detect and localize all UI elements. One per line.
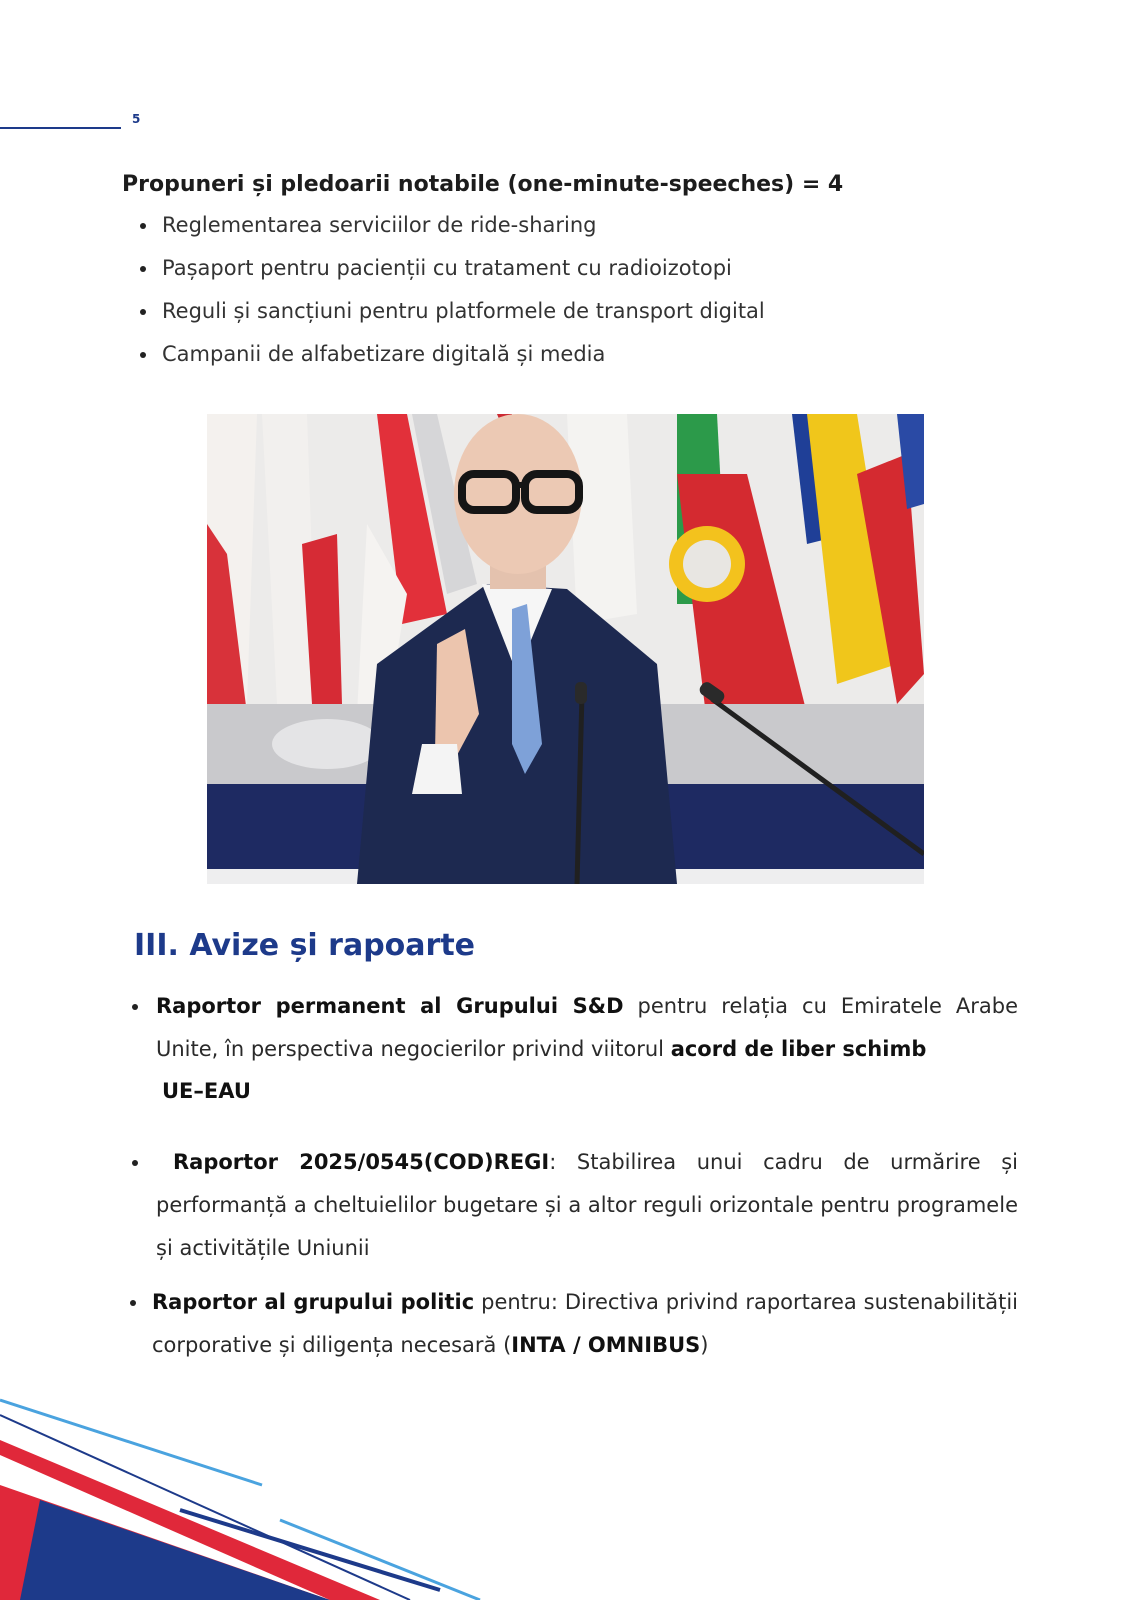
report-item-3-close: )	[700, 1333, 709, 1357]
report-item-3-committee: INTA / OMNIBUS	[511, 1333, 701, 1357]
list-item: Pașaport pentru pacienții cu tratament cu radioizotopi	[136, 253, 765, 296]
report-item-1-agreement: acord de liber schimb	[670, 1037, 927, 1061]
report-item-1-scope: UE–EAU	[162, 1079, 251, 1103]
report-item-1-role: Raportor permanent al Grupului S&D	[156, 994, 624, 1018]
page-header-rule	[0, 127, 121, 129]
report-item-3	[152, 1281, 1018, 1367]
page-number: 5	[132, 112, 141, 126]
list-item: Reguli și sancțiuni pentru platformele de transport digital	[136, 296, 765, 339]
report-item-3-text: pentru: Directiva privind raportarea sustenabilității corporative și diligența necesară (	[152, 1290, 1019, 1357]
list-item: Reglementarea serviciilor de ride-sharing	[136, 210, 765, 253]
report-item-1-text: pentru relația cu Emiratele Arabe Unite, în perspectiva negocierilor privind viitorul	[156, 994, 1019, 1061]
section-title: III. Avize și rapoarte	[134, 928, 476, 963]
report-item-2	[156, 1141, 1018, 1270]
report-item-2-text: : Stabilirea unui cadru de urmărire și performanță a cheltuielilor bugetare și a altor reguli orizontale pentru programele și activitățile Uniunii	[156, 1150, 1019, 1260]
report-item-1	[156, 985, 1018, 1071]
speaker-photo	[207, 414, 924, 884]
speeches-heading: Propuneri și pledoarii notabile (one-minute-speeches) = 4	[122, 172, 844, 197]
bullet-icon	[132, 1004, 138, 1010]
report-item-2-role: Raportor 2025/0545(COD)REGI	[173, 1150, 550, 1174]
speeches-list	[136, 210, 765, 382]
report-item-1-tail	[162, 1070, 251, 1113]
report-item-3-role: Raportor al grupului politic	[152, 1290, 475, 1314]
bullet-icon	[130, 1300, 136, 1306]
list-item: Campanii de alfabetizare digitală și media	[136, 339, 765, 382]
bullet-icon	[132, 1160, 138, 1166]
footer-decoration	[0, 1360, 1131, 1600]
